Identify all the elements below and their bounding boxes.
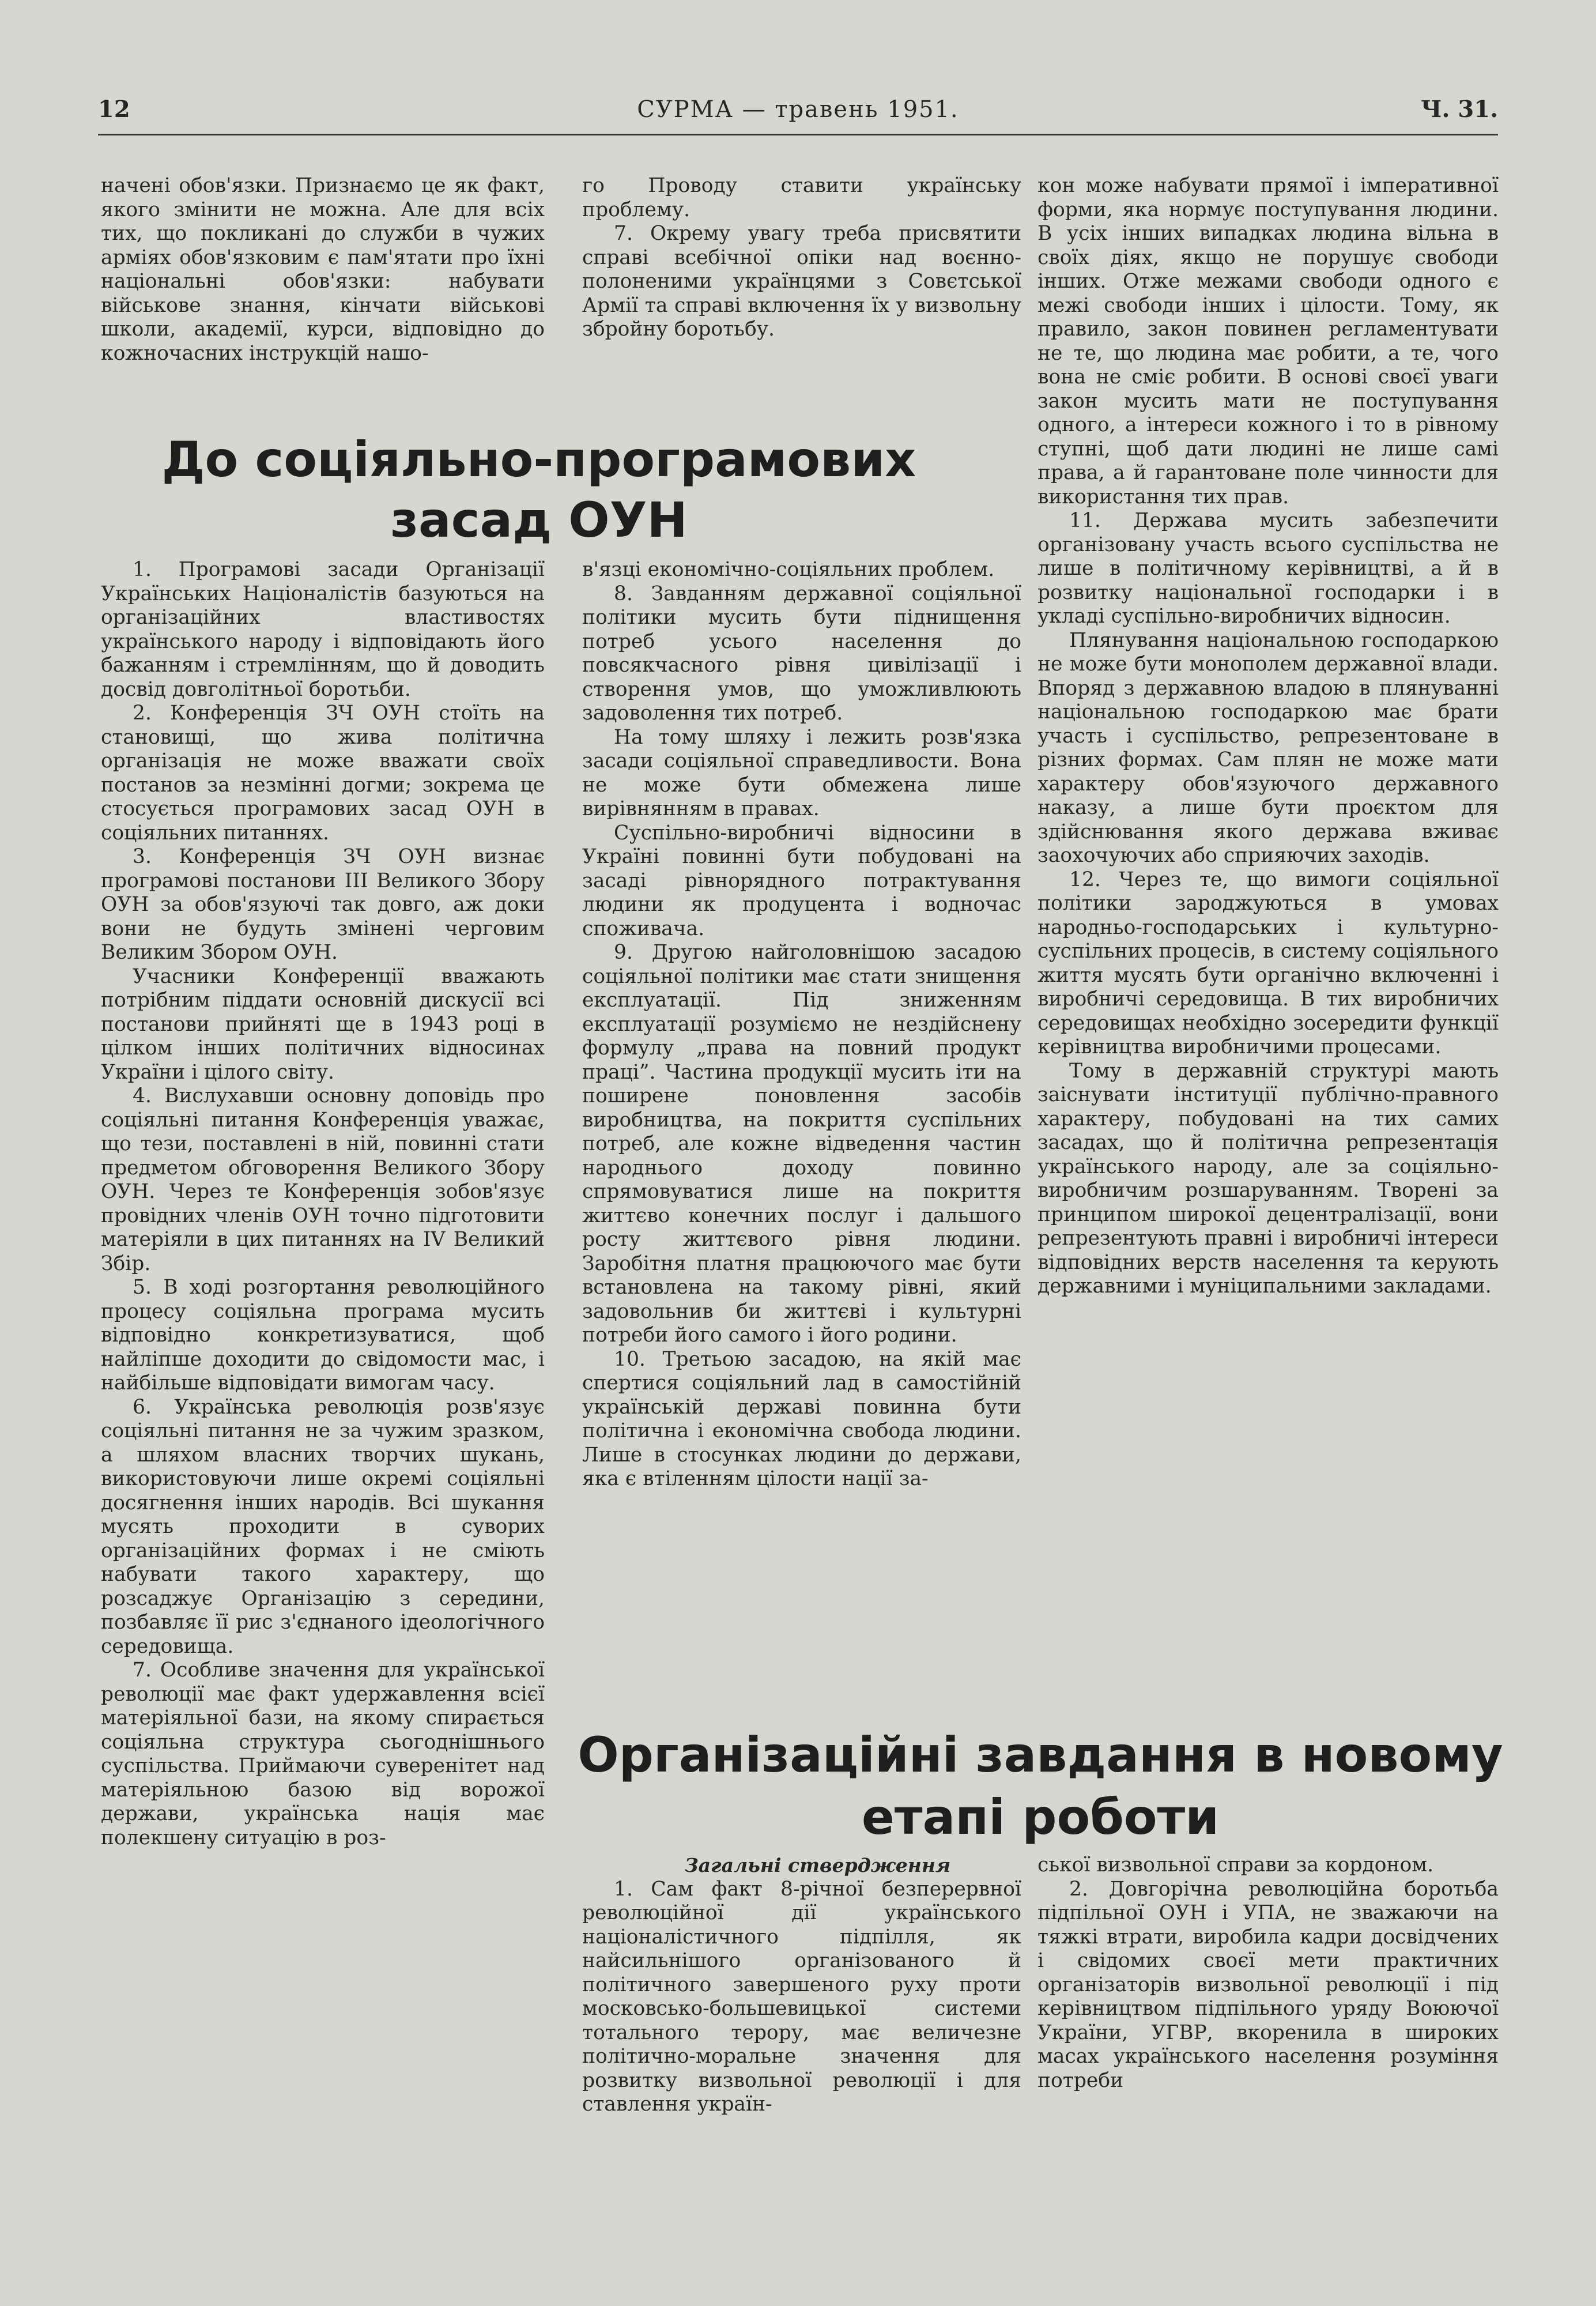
heading-line: засад ОУН [390, 492, 688, 548]
top-col-2 [582, 174, 1021, 342]
page-header [98, 86, 1498, 133]
text-paragraph: 7. Окрему увагу треба присвятити справі всебічної опіки над воєнно-полоненими українцями з Совєтської Армії та справі включення їх у визвольну збройну боротьбу. [582, 222, 1021, 341]
text-paragraph: 9. Другою найголовнішою засадою соціяльної політики має стати знищення експлуатації. Під зниженням експлуатації розуміємо не нездійснену формулу „права на повний продукт праці”. Частина продукції мусить іти на поширене поновлення засобів виробництва, на покриття суспільних потреб, але кожне відведення частин народнього доходу повинно спрямовуватися лише на покриття життєво конечних послуг і дальшого росту життєвого рівня людини. Заробітня платня працюючого має бути встановлена на такому рівні, який задовольнив би життєві і культурні потреби його самого і його родини. [582, 941, 1021, 1347]
top-col-1 [101, 174, 545, 366]
text-paragraph: Тому в державній структурі мають заіснувати інституції публічно-правного характеру, побудовані на тих самих засадах, що й політична репрезентація українського народу, але за соціяльно-виробничим розшаруванням. Творені за принципом широкої децентралізації, вони репрезентують правні і виробничі інтереси відповідних верств населення та керують державними і муніципальними закладами. [1037, 1059, 1499, 1298]
text-paragraph: 1. Програмові засади Організації Українських Націоналістів базуються на організаційних властивостях українського народу і відповідають його бажанням і стремлінням, що й доводить досвід довголітньої боротьби. [101, 558, 545, 701]
heading-line: До соціяльно-програмових [161, 431, 916, 488]
masthead-title: СУРМА — травень 1951. [637, 96, 959, 123]
article-1-col-3 [1037, 174, 1499, 1299]
header-rule [98, 134, 1498, 135]
page-number: 12 [98, 96, 130, 123]
text-paragraph: Плянування національною господаркою не може бути монополем державної влади. Впоряд з державною владою в плянуванні національною господаркою має брати участь і суспільство, репрезентоване в різних формах. Сам плян не може мати характеру обов'язуючого державного наказу, а лише бути проєктом для здійснювання якого держава вживає заохочуючих або сприяючих заходів. [1037, 628, 1499, 867]
article-1-col-2 [582, 558, 1021, 1491]
text-paragraph: 8. Завданням державної соціяльної політики мусить бути піднищення потреб усього населення до повсякчасного рівня цивілізації і створення умов, що уможливлюють задоволення тих потреб. [582, 582, 1021, 725]
text-paragraph: 11. Держава мусить забезпечити організовану участь всього суспільства не лише в політичному керівництві, а й в розвитку національної господарки і в укладі суспільно-виробничих відносин. [1037, 509, 1499, 628]
heading-line: етапі роботи [861, 1789, 1220, 1845]
text-paragraph: Учасники Конференції вважають потрібним піддати основній дискусії всі постанови прийняті ще в 1943 році в цілком інших політичних відносинах України і цілого світу. [101, 964, 545, 1084]
text-paragraph: начені обов'язки. Признаємо це як факт, якого змінити не можна. Але для всіх тих, що покликані до служби в чужих арміях обов'язковим є пам'ятати про їхні національні обов'язки: набувати військове знання, кінчати військові школи, академії, курси, відповідно до кожночасних інструкцій нашо- [101, 174, 545, 365]
text-paragraph: 4. Вислухавши основну доповідь про соціяльні питання Конференція уважає, що тези, поставлені в ній, повинні стати предметом обговорення Великого Збору ОУН. Через те Конференція зобов'язує провідних членів ОУН точно підготовити матеріяли в цих питаннях на IV Великий Збір. [101, 1084, 545, 1275]
heading-line: Організаційні завдання в новому [578, 1727, 1503, 1783]
subheading: Загальні ствердження [684, 1854, 951, 1877]
article-2-heading [550, 1724, 1530, 1848]
text-paragraph: 12. Через те, що вимоги соціяльної політики зароджуються в умовах народньо-господарських і культурно-суспільних процесів, в систему соціяльного життя мусять бути органічно включенні і виробничі середовища. В тих виробничих середовищах необхідно зосередити функції керівництва виробничими процесами. [1037, 868, 1499, 1058]
text-paragraph: 10. Третьою засадою, на якій має спертися соціяльний лад в самостійній українській державі повинна бути політична і економічна свобода людини. Лише в стосунках людини до держави, яка є втіленням цілости нації за- [582, 1347, 1021, 1490]
article-2-col-2 [582, 1853, 1021, 2117]
text-paragraph: 5. В ході розгортання революційного процесу соціяльна програма мусить відповідно конкретизуватися, щоб найліпше доходити до свідомости мас, і найбільше відповідати вимогам часу. [101, 1276, 545, 1395]
text-paragraph: 1. Сам факт 8-річної безперервної революційної дії українського націоналістичного підпілля, як найсильнішого організованого й політичного завершеного руху проти московсько-большевицької системи тотального терору, має величезне політично-моральне значення для розвитку визвольної революції і для ставлення україн- [582, 1877, 1021, 2116]
text-paragraph: кон може набувати прямої і імперативної форми, яка нормує поступування людини. В усіх інших випадках людина вільна в своїх діях, якщо не порушує свободи інших. Отже межами свободи одного є межі свободи інших і цілости. Тому, як правило, закон повинен регламентувати не те, що людина має робити, а те, чого вона не сміє робити. В основі своєї уваги закон мусить мати не поступування одного, а інтереси кожного і то в рівному ступні, щоб дати людині не лише самі права, а й гарантоване поле чинности для використання тих прав. [1037, 174, 1499, 508]
article-2-col-3 [1037, 1853, 1499, 2093]
text-paragraph: Суспільно-виробничі відносини в Україні повинні бути побудовані на засаді рівнорядного потрактування людини як продуцента і водночас споживача. [582, 821, 1021, 940]
text-paragraph: На тому шляху і лежить розв'язка засади соціяльної справедливости. Вона не може бути обмежена лише вирівнянням в правах. [582, 725, 1021, 820]
text-paragraph: 2. Конференція ЗЧ ОУН стоїть на становищі, що жива політична організація не може вважати своїх постанов за незмінні догми; зокрема це стосується програмових засад ОУН в соціяльних питаннях. [101, 702, 545, 845]
text-paragraph: в'язці економічно-соціяльних проблем. [582, 558, 995, 581]
article-1-col-1 [101, 558, 545, 1850]
text-paragraph: 6. Українська революція розв'язує соціяльні питання не за чужим зразком, а шляхом власних творчих шукань, використовуючи лише окремі соціяльні досягнення інших народів. Всі шукання мусять проходити в суворих організаційних формах і не сміють набувати такого характеру, що розсаджує Організацію з середини, позбавляє її рис з'єднаного ідеологічного середовища. [101, 1395, 545, 1658]
text-paragraph: ської визвольної справи за кордоном. [1037, 1853, 1434, 1877]
text-paragraph: 7. Особливе значення для української революції має факт удержавлення всієї матеріяльної бази, на якому спирається соціяльна структура сьогоднішнього суспільства. Приймаючи суверенітет над матеріяльною базою від ворожої держави, українська нація має полекшену ситуацію в роз- [101, 1659, 545, 1849]
text-paragraph: 3. Конференція ЗЧ ОУН визнає програмові постанови III Великого Збору ОУН за обов'язуючі так довго, аж доки вони не будуть змінені черговим Великим Збором ОУН. [101, 845, 545, 964]
text-paragraph: 2. Довгорічна революційна боротьба підпільної ОУН і УПА, не зважаючи на тяжкі втрати, виробила кадри досвідчених і свідомих своєї мети практичних організаторів визвольної революції і під керівництвом підпільного уряду Воюючої України, УГВР, вкоренила в широких масах українського населення розуміння потреби [1037, 1877, 1499, 2092]
issue-number: Ч. 31. [1421, 96, 1498, 123]
text-paragraph: го Проводу ставити українську проблему. [582, 174, 1021, 221]
article-1-heading [133, 429, 945, 551]
